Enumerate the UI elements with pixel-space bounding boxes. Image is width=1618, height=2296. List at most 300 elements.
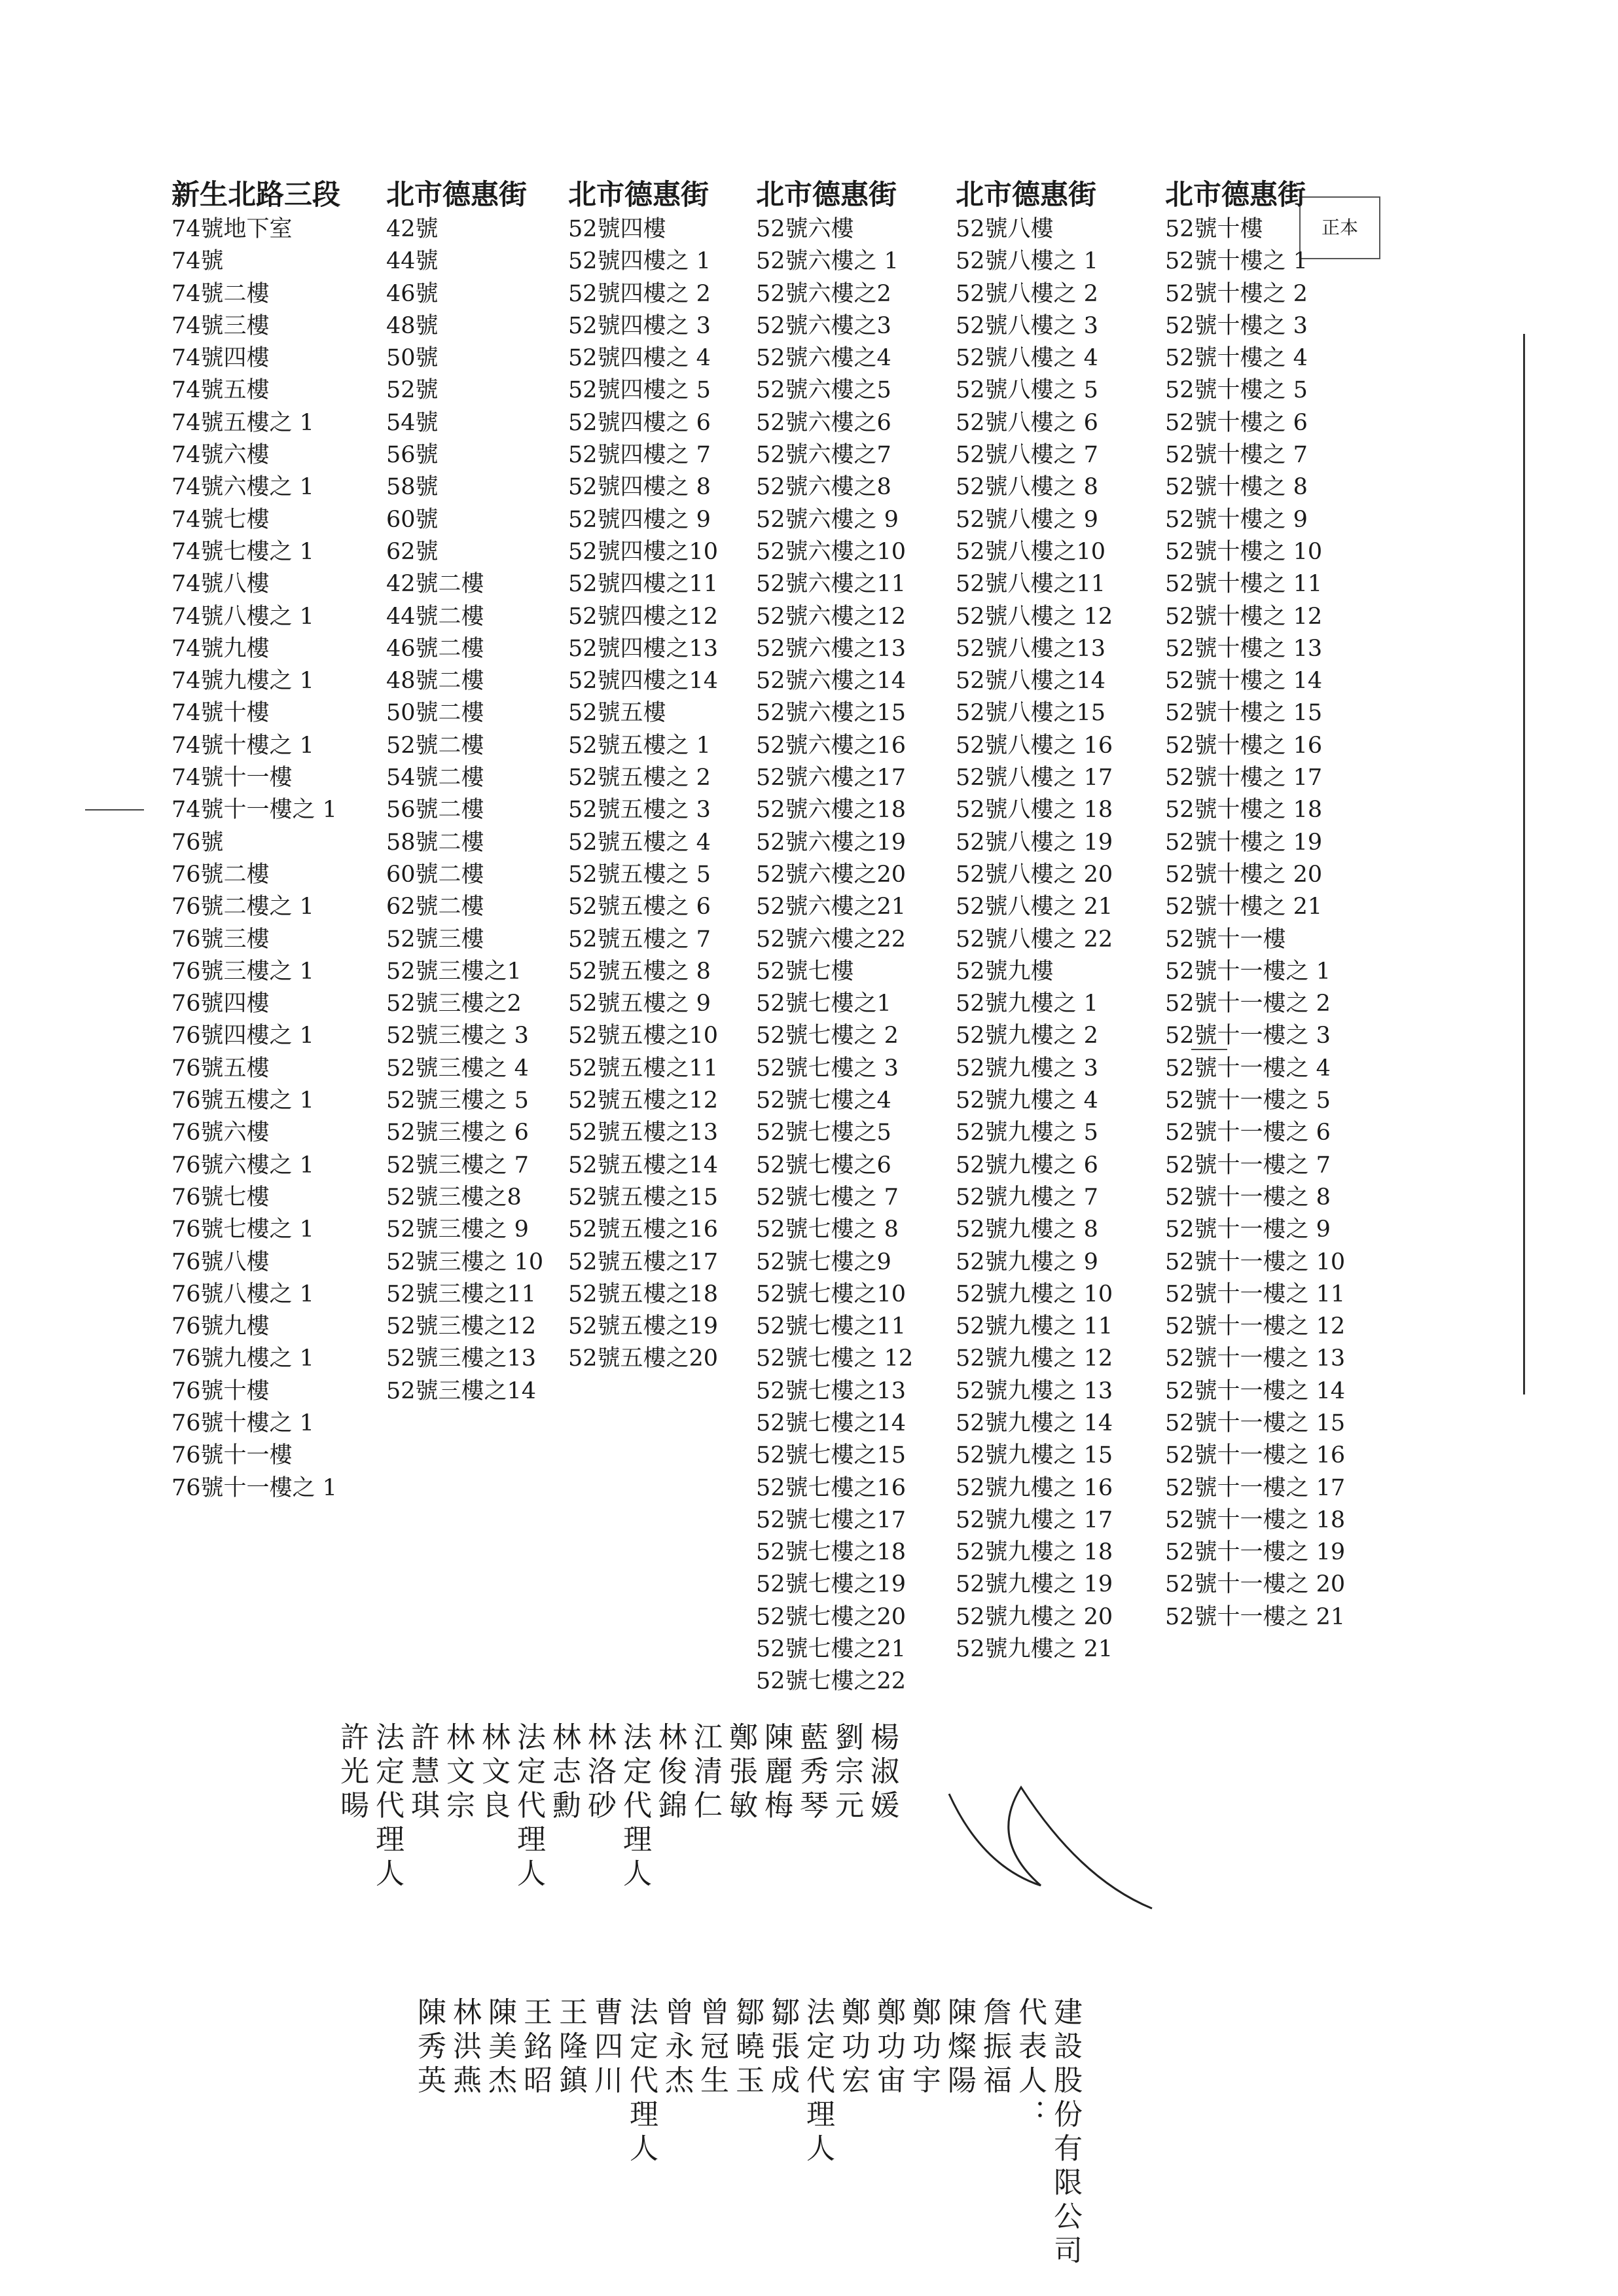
vertical-name: 劉宗元 [830, 1722, 863, 1824]
address-entry: 62號二樓 [386, 894, 484, 920]
address-entry: 76號十樓之 1 [171, 1410, 314, 1436]
address-entry: 52號十樓之 12 [1165, 603, 1323, 630]
address-entry: 52號五樓之16 [568, 1216, 719, 1243]
vertical-name: 法定代理人 [801, 1997, 835, 2167]
address-entry: 52號七樓之9 [756, 1248, 891, 1275]
address-entry: 52號八樓之 20 [956, 861, 1113, 888]
address-column-1 [171, 177, 340, 1504]
address-entry: 52號九樓之 6 [956, 1152, 1098, 1178]
address-entry: 52號十一樓之 8 [1165, 1184, 1331, 1211]
address-entry: 52號十一樓之 17 [1165, 1474, 1346, 1501]
address-entry: 52號九樓之 16 [956, 1474, 1113, 1501]
address-entry: 52號六樓之4 [756, 345, 891, 372]
address-entry: 52號十樓之 5 [1165, 377, 1308, 404]
address-entry: 52號十樓之 16 [1165, 732, 1323, 759]
address-entry: 52號九樓之 13 [956, 1377, 1113, 1404]
address-entry: 52號六樓之2 [756, 280, 891, 307]
vertical-name: 林文宗 [441, 1722, 475, 1824]
address-entry: 52號五樓之 3 [568, 797, 711, 824]
address-entry: 52號四樓之 1 [568, 248, 711, 275]
address-entry: 52號十一樓之 4 [1165, 1055, 1331, 1082]
vertical-name: 建設股份有限公司 [1049, 1997, 1082, 2269]
vertical-name: 王銘昭 [518, 1997, 552, 2099]
vertical-name: 曾永杰 [660, 1997, 693, 2099]
address-entry: 76號七樓 [171, 1184, 270, 1211]
address-entry: 52號六樓之6 [756, 409, 891, 436]
address-entry: 52號八樓之15 [956, 700, 1106, 727]
address-entry: 52號八樓之 17 [956, 765, 1113, 792]
address-entry: 76號 [171, 829, 224, 856]
address-entry: 52號三樓之 6 [386, 1120, 529, 1146]
address-entry: 52號七樓之13 [756, 1377, 907, 1404]
address-entry: 52號五樓之 6 [568, 894, 711, 920]
address-entry: 74號十一樓之 1 [171, 797, 337, 824]
address-entry: 76號二樓之 1 [171, 894, 314, 920]
address-entry: 52號三樓之 5 [386, 1087, 529, 1114]
address-entry: 52號十一樓之 3 [1165, 1023, 1331, 1049]
vertical-name: 陳秀英 [412, 1997, 446, 2099]
address-entry: 52號三樓之12 [386, 1313, 537, 1340]
address-entry: 52號三樓之14 [386, 1377, 537, 1404]
address-column-6 [1165, 177, 1345, 1633]
address-column-5 [956, 177, 1113, 1666]
address-entry: 52號十一樓之 5 [1165, 1087, 1331, 1114]
address-entry: 52號四樓之 4 [568, 345, 711, 372]
address-entry: 52號九樓之 19 [956, 1571, 1113, 1598]
address-entry: 52號五樓之 5 [568, 861, 711, 888]
address-entry: 52號十樓之 11 [1165, 571, 1323, 598]
address-entry: 52號九樓之 8 [956, 1216, 1098, 1243]
address-entry: 52號五樓之11 [568, 1055, 719, 1082]
address-entry: 76號二樓 [171, 861, 270, 888]
address-entry: 52號八樓之 22 [956, 926, 1113, 953]
address-entry: 52號八樓之13 [956, 635, 1106, 662]
vertical-name: 林俊錦 [653, 1722, 687, 1824]
address-entry: 42號 [386, 216, 439, 242]
address-entry: 74號十一樓 [171, 765, 293, 792]
address-entry: 52號五樓之18 [568, 1281, 719, 1307]
address-entry: 52號九樓之 5 [956, 1120, 1098, 1146]
address-entry: 74號三樓 [171, 312, 270, 339]
address-entry: 50號 [386, 345, 439, 372]
vertical-name: 王隆鎮 [554, 1997, 587, 2099]
address-entry: 52號十樓之 8 [1165, 474, 1308, 501]
address-entry: 52號十樓 [1165, 216, 1263, 242]
address-entry: 52號八樓之 19 [956, 829, 1113, 856]
address-entry: 52號五樓之20 [568, 1345, 719, 1372]
address-list [756, 213, 913, 1698]
address-entry: 52號九樓之 2 [956, 1023, 1098, 1049]
address-entry: 52號十樓之 14 [1165, 668, 1323, 695]
address-entry: 52號七樓之20 [756, 1603, 907, 1630]
address-entry: 52號八樓之14 [956, 668, 1106, 695]
address-entry: 52號八樓之 5 [956, 377, 1098, 404]
address-entry: 52號八樓之11 [956, 571, 1106, 598]
address-entry: 52號八樓之 2 [956, 280, 1098, 307]
address-entry: 56號 [386, 442, 439, 469]
address-entry: 74號七樓之 1 [171, 538, 314, 565]
address-entry: 52號七樓 [756, 958, 854, 985]
address-entry: 52號十樓之 1 [1165, 248, 1308, 275]
address-entry: 52號十一樓之 18 [1165, 1506, 1346, 1533]
signature-mark [943, 1768, 1165, 1925]
address-entry: 76號四樓之 1 [171, 1023, 314, 1049]
address-entry: 52號十樓之 6 [1165, 409, 1308, 436]
vertical-name: 陳燦陽 [943, 1997, 976, 2099]
address-entry: 52號七樓之14 [756, 1410, 907, 1436]
address-entry: 52號七樓之16 [756, 1474, 907, 1501]
address-entry: 52號四樓之10 [568, 538, 719, 565]
address-entry: 52號七樓之 2 [756, 1023, 899, 1049]
address-entry: 52號六樓之12 [756, 603, 907, 630]
address-entry: 52號九樓之 12 [956, 1345, 1113, 1372]
vertical-name: 江清仁 [689, 1722, 722, 1824]
address-entry: 52號三樓之2 [386, 991, 522, 1017]
address-entry: 52號三樓之 3 [386, 1023, 529, 1049]
address-entry: 52號九樓之 20 [956, 1603, 1113, 1630]
address-entry: 52號五樓之12 [568, 1087, 719, 1114]
address-entry: 52號十一樓之 1 [1165, 958, 1331, 985]
column-heading: 北市德惠街 [956, 179, 1096, 211]
address-entry: 52號六樓之18 [756, 797, 907, 824]
address-entry: 52號六樓之22 [756, 926, 907, 953]
address-entry: 52號八樓之 7 [956, 442, 1098, 469]
address-entry: 52號八樓之 4 [956, 345, 1098, 372]
address-entry: 52號九樓之 15 [956, 1442, 1113, 1469]
address-entry: 52號十一樓之 13 [1165, 1345, 1346, 1372]
address-entry: 52號十樓之 19 [1165, 829, 1323, 856]
vertical-name: 法定代理人 [624, 1997, 658, 2167]
address-entry: 76號六樓 [171, 1120, 270, 1146]
address-entry: 54號二樓 [386, 765, 484, 792]
address-entry: 74號九樓 [171, 635, 270, 662]
vertical-name: 許光暘 [335, 1722, 369, 1824]
address-entry: 54號 [386, 409, 439, 436]
address-entry: 52號七樓之 8 [756, 1216, 899, 1243]
address-entry: 52號十樓之 15 [1165, 700, 1323, 727]
address-entry: 52號九樓 [956, 958, 1054, 985]
address-list [386, 213, 543, 1408]
address-entry: 58號 [386, 474, 439, 501]
address-entry: 52號十樓之 17 [1165, 765, 1323, 792]
address-column-2 [386, 177, 543, 1408]
address-entry: 52號五樓之19 [568, 1313, 719, 1340]
address-entry: 52號八樓之 16 [956, 732, 1113, 759]
vertical-name: 法定代理人 [512, 1722, 545, 1892]
address-entry: 74號十樓 [171, 700, 270, 727]
address-entry: 52號十一樓 [1165, 926, 1286, 953]
address-entry: 76號九樓之 1 [171, 1345, 314, 1372]
address-entry: 52號六樓之15 [756, 700, 907, 727]
address-entry: 52號五樓之 7 [568, 926, 711, 953]
address-entry: 52號五樓之 2 [568, 765, 711, 792]
address-list [568, 213, 718, 1376]
address-entry: 52號十一樓之 6 [1165, 1120, 1331, 1146]
vertical-name: 林洪燕 [448, 1997, 481, 2099]
address-entry: 52號十樓之 2 [1165, 280, 1308, 307]
address-entry: 52號九樓之 18 [956, 1539, 1113, 1566]
address-entry: 52號八樓之 8 [956, 474, 1098, 501]
address-entry: 52號三樓之1 [386, 958, 522, 985]
vertical-name: 鄭功宇 [907, 1997, 941, 2099]
address-entry: 52號四樓之 6 [568, 409, 711, 436]
address-entry: 52號十樓之 21 [1165, 894, 1323, 920]
address-entry: 52號五樓之 4 [568, 829, 711, 856]
address-entry: 52號六樓之16 [756, 732, 907, 759]
vertical-name: 法定代理人 [370, 1722, 404, 1892]
address-entry: 52號五樓 [568, 700, 666, 727]
address-entry: 52號六樓之3 [756, 312, 891, 339]
address-entry: 52號六樓之8 [756, 474, 891, 501]
address-entry: 52號十一樓之 10 [1165, 1248, 1346, 1275]
address-entry: 74號四樓 [171, 345, 270, 372]
address-entry: 52號三樓之 7 [386, 1152, 529, 1178]
address-entry: 52號十樓之 10 [1165, 538, 1323, 565]
address-entry: 58號二樓 [386, 829, 484, 856]
address-entry: 52號十一樓之 16 [1165, 1442, 1346, 1469]
address-entry: 48號 [386, 312, 439, 339]
vertical-name: 曹四川 [589, 1997, 622, 2099]
address-entry: 52號十樓之 9 [1165, 506, 1308, 533]
address-entry: 52號二樓 [386, 732, 484, 759]
address-entry: 52號七樓之1 [756, 991, 891, 1017]
address-entry: 52號四樓之 5 [568, 377, 711, 404]
address-entry: 46號二樓 [386, 635, 484, 662]
address-entry: 52號六樓之19 [756, 829, 907, 856]
address-list [1165, 213, 1345, 1633]
address-entry: 52號七樓之4 [756, 1087, 891, 1114]
column-heading: 北市德惠街 [386, 179, 527, 211]
address-list [171, 213, 340, 1504]
address-entry: 52號九樓之 1 [956, 991, 1098, 1017]
address-entry: 76號七樓之 1 [171, 1216, 314, 1243]
address-entry: 76號三樓之 1 [171, 958, 314, 985]
address-entry: 52號七樓之18 [756, 1539, 907, 1566]
vertical-name: 詹振福 [978, 1997, 1011, 2099]
address-entry: 52號十樓之 3 [1165, 312, 1308, 339]
address-entry: 52號九樓之 7 [956, 1184, 1098, 1211]
address-entry: 48號二樓 [386, 668, 484, 695]
address-entry: 52號五樓之 8 [568, 958, 711, 985]
column-heading: 北市德惠街 [1165, 179, 1306, 211]
address-entry: 76號八樓 [171, 1248, 270, 1275]
address-entry: 52號六樓之10 [756, 538, 907, 565]
address-column-4 [756, 177, 913, 1698]
vertical-name: 林志勳 [547, 1722, 581, 1824]
address-entry: 74號八樓 [171, 571, 270, 598]
address-entry: 52號九樓之 14 [956, 1410, 1113, 1436]
address-entry: 52號七樓之5 [756, 1120, 891, 1146]
address-entry: 52號七樓之22 [756, 1668, 907, 1695]
address-entry: 76號十樓 [171, 1377, 270, 1404]
address-entry: 52號七樓之19 [756, 1571, 907, 1598]
address-entry: 52號四樓之 2 [568, 280, 711, 307]
address-entry: 76號八樓之 1 [171, 1281, 314, 1307]
address-entry: 52號六樓之17 [756, 765, 907, 792]
address-entry: 52號九樓之 4 [956, 1087, 1098, 1114]
vertical-name: 許慧琪 [406, 1722, 439, 1824]
address-entry: 52號十一樓之 19 [1165, 1539, 1346, 1566]
address-entry: 52號三樓之 4 [386, 1055, 529, 1082]
address-entry: 52號四樓之11 [568, 571, 719, 598]
vertical-name: 曾冠生 [695, 1997, 728, 2099]
address-entry: 52號六樓之13 [756, 635, 907, 662]
address-entry: 52號四樓之12 [568, 603, 719, 630]
address-entry: 52號三樓之13 [386, 1345, 537, 1372]
address-entry: 52號十樓之 20 [1165, 861, 1323, 888]
stamp: 正本 [1299, 196, 1380, 259]
vertical-name: 陳美杰 [483, 1997, 516, 2099]
address-entry: 52號八樓之 12 [956, 603, 1113, 630]
address-entry: 60號 [386, 506, 439, 533]
address-entry: 52號九樓之 21 [956, 1636, 1113, 1663]
address-entry: 52號四樓之 3 [568, 312, 711, 339]
address-entry: 52號八樓之 3 [956, 312, 1098, 339]
address-entry: 52號五樓之 9 [568, 991, 711, 1017]
address-entry: 52號六樓之14 [756, 668, 907, 695]
address-entry: 52號九樓之 11 [956, 1313, 1113, 1340]
address-entry: 52號七樓之21 [756, 1636, 907, 1663]
vertical-name: 楊淑媛 [865, 1722, 899, 1824]
address-entry: 74號五樓 [171, 377, 270, 404]
address-entry: 76號五樓 [171, 1055, 270, 1082]
address-entry: 44號 [386, 248, 439, 275]
address-entry: 52號七樓之15 [756, 1442, 907, 1469]
address-entry: 76號九樓 [171, 1313, 270, 1340]
address-entry: 52號六樓之11 [756, 571, 907, 598]
address-entry: 52號七樓之 3 [756, 1055, 899, 1082]
address-entry: 52號十一樓之 21 [1165, 1603, 1346, 1630]
address-entry: 74號八樓之 1 [171, 603, 314, 630]
vertical-name: 鄭功宙 [872, 1997, 905, 2099]
address-entry: 52號六樓之20 [756, 861, 907, 888]
address-entry: 52號三樓之 10 [386, 1248, 544, 1275]
address-entry: 52號十樓之 7 [1165, 442, 1308, 469]
address-entry: 52號八樓之 21 [956, 894, 1113, 920]
address-entry: 52號六樓 [756, 216, 854, 242]
address-entry: 52號九樓之 10 [956, 1281, 1113, 1307]
address-entry: 52號三樓之8 [386, 1184, 522, 1211]
address-list [956, 213, 1113, 1666]
vertical-name: 鄭功宏 [836, 1997, 870, 2099]
address-entry: 52號四樓之 8 [568, 474, 711, 501]
address-entry: 52號六樓之 1 [756, 248, 899, 275]
address-entry: 76號十一樓 [171, 1442, 293, 1469]
address-entry: 52號六樓之5 [756, 377, 891, 404]
address-entry: 52號三樓之11 [386, 1281, 537, 1307]
address-entry: 52號九樓之 9 [956, 1248, 1098, 1275]
address-entry: 52號八樓之 1 [956, 248, 1098, 275]
address-entry: 52號七樓之6 [756, 1152, 891, 1178]
address-entry: 52號四樓之14 [568, 668, 719, 695]
vertical-name: 鄒曉玉 [730, 1997, 764, 2099]
address-entry: 52號五樓之 1 [568, 732, 711, 759]
address-entry: 52號八樓之 9 [956, 506, 1098, 533]
address-entry: 52號五樓之15 [568, 1184, 719, 1211]
address-entry: 52號三樓之 9 [386, 1216, 529, 1243]
address-entry: 52號十一樓之 11 [1165, 1281, 1346, 1307]
address-entry: 60號二樓 [386, 861, 484, 888]
address-entry: 74號十樓之 1 [171, 732, 314, 759]
address-column-3 [568, 177, 718, 1376]
address-entry: 74號二樓 [171, 280, 270, 307]
address-entry: 50號二樓 [386, 700, 484, 727]
address-entry: 52號八樓之 6 [956, 409, 1098, 436]
address-entry: 74號五樓之 1 [171, 409, 314, 436]
margin-rule [1523, 334, 1525, 1394]
vertical-name: 林文良 [476, 1722, 510, 1824]
vertical-name: 鄭張敏 [724, 1722, 757, 1824]
address-entry: 76號十一樓之 1 [171, 1474, 337, 1501]
address-entry: 52號十一樓之 12 [1165, 1313, 1346, 1340]
address-entry: 74號七樓 [171, 506, 270, 533]
address-entry: 52號十一樓之 15 [1165, 1410, 1346, 1436]
address-entry: 52號六樓之7 [756, 442, 891, 469]
vertical-name: 法定代理人 [618, 1722, 651, 1892]
address-entry: 74號九樓之 1 [171, 668, 314, 695]
column-heading: 北市德惠街 [756, 179, 897, 211]
vertical-name: 代表人： [1013, 1997, 1047, 2133]
address-entry: 76號六樓之 1 [171, 1152, 314, 1178]
address-entry: 52號十一樓之 20 [1165, 1571, 1346, 1598]
address-entry: 56號二樓 [386, 797, 484, 824]
address-entry: 52號三樓 [386, 926, 484, 953]
address-entry: 52號八樓之 18 [956, 797, 1113, 824]
address-entry: 52號七樓之17 [756, 1506, 907, 1533]
address-entry: 52號十樓之 4 [1165, 345, 1308, 372]
address-entry: 52號五樓之14 [568, 1152, 719, 1178]
address-entry: 52號十樓之 13 [1165, 635, 1323, 662]
address-entry: 52號四樓之 9 [568, 506, 711, 533]
address-entry: 52號四樓之 7 [568, 442, 711, 469]
column-heading: 北市德惠街 [568, 179, 709, 211]
address-entry: 42號二樓 [386, 571, 484, 598]
address-entry: 76號四樓 [171, 991, 270, 1017]
company-representatives-block [412, 1997, 1081, 2272]
column-heading: 新生北路三段 [171, 179, 340, 211]
address-entry: 52號十一樓之 7 [1165, 1152, 1331, 1178]
address-entry: 52號五樓之17 [568, 1248, 719, 1275]
address-entry: 52號九樓之 17 [956, 1506, 1113, 1533]
address-entry: 52號 [386, 377, 439, 404]
address-entry: 52號四樓 [568, 216, 666, 242]
address-entry: 74號六樓 [171, 442, 270, 469]
address-entry: 76號五樓之 1 [171, 1087, 314, 1114]
address-entry: 52號六樓之21 [756, 894, 907, 920]
vertical-name: 陳麗梅 [759, 1722, 793, 1824]
address-entry: 52號五樓之13 [568, 1120, 719, 1146]
address-entry: 44號二樓 [386, 603, 484, 630]
address-entry: 52號六樓之 9 [756, 506, 899, 533]
address-entry: 52號七樓之11 [756, 1313, 907, 1340]
margin-dash [85, 809, 144, 811]
address-entry: 46號 [386, 280, 439, 307]
address-entry: 52號九樓之 3 [956, 1055, 1098, 1082]
address-entry: 52號七樓之 12 [756, 1345, 914, 1372]
address-entry: 52號七樓之 7 [756, 1184, 899, 1211]
address-entry: 74號六樓之 1 [171, 474, 314, 501]
address-entry: 52號七樓之10 [756, 1281, 907, 1307]
vertical-name: 林洛砂 [583, 1722, 616, 1824]
address-entry: 74號 [171, 248, 224, 275]
address-entry: 52號四樓之13 [568, 635, 719, 662]
address-entry: 52號八樓 [956, 216, 1054, 242]
address-entry: 52號八樓之10 [956, 538, 1106, 565]
address-entry: 52號五樓之10 [568, 1023, 719, 1049]
address-entry: 74號地下室 [171, 216, 293, 242]
address-entry: 76號三樓 [171, 926, 270, 953]
vertical-name: 鄒張成 [766, 1997, 799, 2099]
